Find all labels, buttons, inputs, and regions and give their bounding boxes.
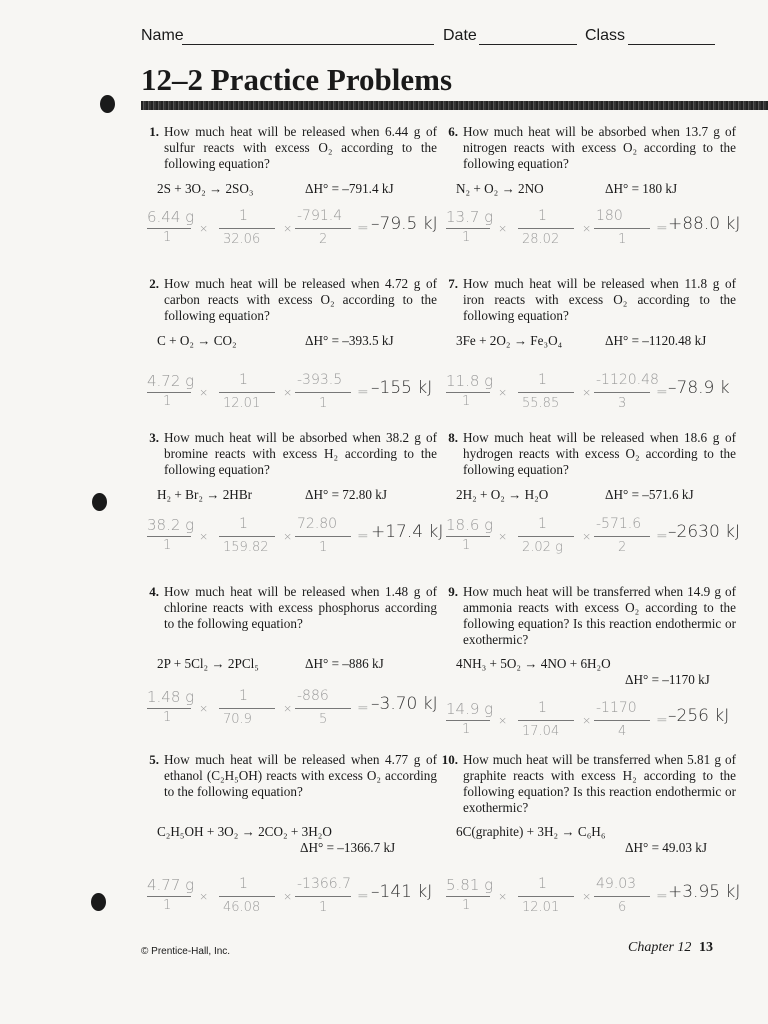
- work-denominator: 4: [618, 724, 627, 739]
- equation: 2P + 5Cl₂ → 2PCl₅: [157, 656, 259, 671]
- work-numerator: 13.7 g: [446, 208, 494, 226]
- multiply-sign: ×: [582, 890, 592, 903]
- fraction-bar: [446, 896, 490, 897]
- work-denominator: 1: [163, 710, 172, 725]
- work-numerator: 1: [239, 516, 248, 532]
- work-numerator: 1: [239, 372, 248, 388]
- work-numerator: 4.72 g: [147, 372, 195, 390]
- fraction-bar: [295, 392, 351, 393]
- multiply-sign: ×: [283, 890, 293, 903]
- enthalpy: ΔH° = –571.6 kJ: [605, 487, 694, 502]
- work-denominator: 6: [618, 900, 627, 915]
- problem-number: 10.: [441, 752, 458, 767]
- class-label: Class: [585, 27, 626, 44]
- work-denominator: 1: [462, 394, 471, 409]
- multiply-sign: ×: [199, 386, 209, 399]
- work-denominator: 1: [462, 722, 471, 737]
- enthalpy: ΔH° = 180 kJ: [605, 181, 678, 196]
- equals-sign: =: [357, 384, 369, 400]
- work-numerator: -571.6: [596, 516, 642, 532]
- problem-text: How much heat will be transferred when 5.81 g of graphite reacts with excess H₂ according to the following equation? Is this reaction endothermic or exothermic?: [463, 752, 736, 815]
- fraction-bar: [594, 720, 650, 721]
- problem-number: 5.: [149, 752, 159, 767]
- multiply-sign: ×: [582, 530, 592, 543]
- equals-sign: =: [656, 888, 668, 904]
- fraction-bar: [446, 392, 490, 393]
- multiply-sign: ×: [283, 702, 293, 715]
- name-label: Name: [141, 27, 184, 44]
- work-numerator: 49.03: [596, 876, 637, 892]
- fraction-bar: [219, 536, 275, 537]
- work-denominator: 55.85: [522, 396, 560, 411]
- multiply-sign: ×: [498, 714, 508, 727]
- work-numerator: -886: [297, 688, 329, 704]
- fraction-bar: [295, 228, 351, 229]
- work-numerator: 4.77 g: [147, 876, 195, 894]
- work-numerator: -1366.7: [297, 876, 352, 892]
- work-denominator: 1: [319, 540, 328, 555]
- multiply-sign: ×: [199, 702, 209, 715]
- equation: 4NH₃ + 5O₂ → 4NO + 6H₂O: [456, 656, 611, 671]
- work-denominator: 1: [163, 394, 172, 409]
- work-denominator: 12.01: [223, 396, 261, 411]
- equals-sign: =: [656, 528, 668, 544]
- problem-text: How much heat will be released when 4.72 g of carbon reacts with excess O₂ according to the following equation?: [164, 276, 437, 323]
- work-denominator: 70.9: [223, 712, 252, 727]
- fraction-bar: [219, 392, 275, 393]
- enthalpy: ΔH° = –886 kJ: [305, 656, 384, 671]
- work-numerator: 1: [239, 876, 248, 892]
- fraction-bar: [219, 708, 275, 709]
- work-numerator: 1: [538, 876, 547, 892]
- work-numerator: 6.44 g: [147, 208, 195, 226]
- work-numerator: 38.2 g: [147, 516, 195, 534]
- problem-number: 1.: [149, 124, 159, 139]
- equals-sign: =: [357, 220, 369, 236]
- enthalpy: ΔH° = –791.4 kJ: [305, 181, 394, 196]
- problem-text: How much heat will be absorbed when 38.2 g of bromine reacts with excess H₂ according to the following equation?: [164, 430, 437, 477]
- problem-number: 9.: [448, 584, 458, 599]
- work-denominator: 1: [462, 538, 471, 553]
- fraction-bar: [518, 896, 574, 897]
- multiply-sign: ×: [498, 386, 508, 399]
- fraction-bar: [295, 536, 351, 537]
- work-denominator: 1: [618, 232, 627, 247]
- answer: –256 kJ: [668, 706, 730, 726]
- work-numerator: 18.6 g: [446, 516, 494, 534]
- multiply-sign: ×: [283, 386, 293, 399]
- problem-number: 4.: [149, 584, 159, 599]
- answer: –3.70 kJ: [371, 694, 438, 714]
- multiply-sign: ×: [199, 890, 209, 903]
- binder-hole: [91, 893, 106, 911]
- work-numerator: 11.8 g: [446, 372, 494, 390]
- multiply-sign: ×: [199, 222, 209, 235]
- work-numerator: 1: [538, 516, 547, 532]
- chapter-label: Chapter 12: [628, 940, 692, 955]
- enthalpy: ΔH° = –1170 kJ: [625, 672, 710, 687]
- work-denominator: 1: [319, 396, 328, 411]
- equals-sign: =: [656, 712, 668, 728]
- fraction-bar: [147, 708, 191, 709]
- class-field[interactable]: [628, 44, 715, 45]
- fraction-bar: [518, 720, 574, 721]
- work-numerator: -791.4: [297, 208, 343, 224]
- fraction-bar: [147, 536, 191, 537]
- fraction-bar: [147, 896, 191, 897]
- work-denominator: 1: [163, 230, 172, 245]
- work-numerator: -1170: [596, 700, 637, 716]
- answer: +17.4 kJ: [371, 522, 444, 542]
- work-denominator: 3: [618, 396, 627, 411]
- problem-text: How much heat will be released when 1.48 g of chlorine reacts with excess phosphorus according to the following equation?: [164, 584, 437, 631]
- work-numerator: -1120.48: [596, 372, 659, 388]
- multiply-sign: ×: [498, 222, 508, 235]
- fraction-bar: [295, 896, 351, 897]
- problem-number: 6.: [448, 124, 458, 139]
- work-denominator: 2: [618, 540, 627, 555]
- fraction-bar: [219, 896, 275, 897]
- equals-sign: =: [357, 888, 369, 904]
- work-denominator: 28.02: [522, 232, 560, 247]
- enthalpy: ΔH° = 49.03 kJ: [625, 840, 708, 855]
- equals-sign: =: [656, 384, 668, 400]
- work-numerator: 180: [596, 208, 623, 224]
- fraction-bar: [295, 708, 351, 709]
- answer: +3.95 kJ: [668, 882, 741, 902]
- page-title: 12–2 Practice Problems: [141, 62, 453, 97]
- problem-text: How much heat will be released when 4.77 g of ethanol (C₂H₅OH) reacts with excess O₂ according to the following equation?: [164, 752, 437, 799]
- problem-text: How much heat will be transferred when 14.9 g of ammonia reacts with excess O₂ according to the following equation? Is this reaction endothermic or exothermic?: [463, 584, 736, 647]
- copyright: © Prentice-Hall, Inc.: [141, 946, 231, 957]
- fraction-bar: [594, 536, 650, 537]
- work-denominator: 46.08: [223, 900, 261, 915]
- answer: +88.0 kJ: [668, 214, 741, 234]
- fraction-bar: [594, 228, 650, 229]
- problem-text: How much heat will be released when 18.6 g of hydrogen reacts with excess O₂ according to the following equation?: [463, 430, 736, 477]
- fraction-bar: [147, 228, 191, 229]
- date-label: Date: [443, 27, 477, 44]
- multiply-sign: ×: [498, 530, 508, 543]
- equation: 2S + 3O₂ → 2SO₃: [157, 181, 254, 196]
- name-field[interactable]: [182, 44, 434, 45]
- work-denominator: 5: [319, 712, 328, 727]
- work-denominator: 1: [163, 898, 172, 913]
- fraction-bar: [446, 536, 490, 537]
- equals-sign: =: [656, 220, 668, 236]
- equation: N₂ + O₂ → 2NO: [456, 181, 544, 196]
- equation: 6C(graphite) + 3H₂ → C₆H₆: [456, 824, 606, 839]
- work-numerator: -393.5: [297, 372, 343, 388]
- work-denominator: 1: [462, 230, 471, 245]
- fraction-bar: [219, 228, 275, 229]
- multiply-sign: ×: [283, 222, 293, 235]
- binder-hole: [92, 493, 107, 511]
- fraction-bar: [518, 228, 574, 229]
- enthalpy: ΔH° = –393.5 kJ: [305, 333, 394, 348]
- work-numerator: 1: [239, 688, 248, 704]
- multiply-sign: ×: [283, 530, 293, 543]
- answer: –141 kJ: [371, 882, 433, 902]
- problem-text: How much heat will be released when 6.44 g of sulfur reacts with excess O₂ according to the following equation?: [164, 124, 437, 171]
- multiply-sign: ×: [498, 890, 508, 903]
- problem-text: How much heat will be released when 11.8 g of iron reacts with excess O₂ according to the following equation?: [463, 276, 736, 323]
- multiply-sign: ×: [582, 222, 592, 235]
- answer: –79.5 kJ: [371, 214, 438, 234]
- work-numerator: 1.48 g: [147, 688, 195, 706]
- date-field[interactable]: [479, 44, 577, 45]
- problem-number: 8.: [448, 430, 458, 445]
- work-numerator: 1: [538, 372, 547, 388]
- answer: –78.9 k: [668, 378, 730, 398]
- work-numerator: 1: [538, 208, 547, 224]
- fraction-bar: [594, 896, 650, 897]
- equation: C₂H₅OH + 3O₂ → 2CO₂ + 3H₂O: [157, 824, 332, 839]
- work-denominator: 159.82: [223, 540, 269, 555]
- problem-number: 7.: [448, 276, 458, 291]
- work-numerator: 5.81 g: [446, 876, 494, 894]
- equals-sign: =: [357, 528, 369, 544]
- fraction-bar: [446, 720, 490, 721]
- problem-number: 2.: [149, 276, 159, 291]
- multiply-sign: ×: [582, 714, 592, 727]
- title-rule: [141, 101, 768, 110]
- work-denominator: 1: [319, 900, 328, 915]
- multiply-sign: ×: [582, 386, 592, 399]
- fraction-bar: [147, 392, 191, 393]
- equation: H₂ + Br₂ → 2HBr: [157, 487, 253, 502]
- fraction-bar: [594, 392, 650, 393]
- work-numerator: 72.80: [297, 516, 338, 532]
- enthalpy: ΔH° = 72.80 kJ: [305, 487, 388, 502]
- fraction-bar: [518, 392, 574, 393]
- work-denominator: 1: [163, 538, 172, 553]
- equation: 2H₂ + O₂ → H₂O: [456, 487, 549, 502]
- binder-hole: [100, 95, 115, 113]
- work-denominator: 12.01: [522, 900, 560, 915]
- page-number: 13: [699, 940, 713, 955]
- fraction-bar: [518, 536, 574, 537]
- work-denominator: 32.06: [223, 232, 261, 247]
- work-denominator: 2: [319, 232, 328, 247]
- work-denominator: 2.02 g: [522, 540, 563, 555]
- equation: C + O₂ → CO₂: [157, 333, 237, 348]
- work-numerator: 1: [538, 700, 547, 716]
- answer: –155 kJ: [371, 378, 433, 398]
- work-denominator: 1: [462, 898, 471, 913]
- equals-sign: =: [357, 700, 369, 716]
- answer: –2630 kJ: [668, 522, 741, 542]
- work-numerator: 1: [239, 208, 248, 224]
- enthalpy: ΔH° = –1366.7 kJ: [300, 840, 396, 855]
- problem-text: How much heat will be absorbed when 13.7 g of nitrogen reacts with excess O₂ according to the following equation?: [463, 124, 736, 171]
- equation: 3Fe + 2O₂ → Fe₃O₄: [456, 333, 563, 348]
- work-numerator: 14.9 g: [446, 700, 494, 718]
- fraction-bar: [446, 228, 490, 229]
- problem-number: 3.: [149, 430, 159, 445]
- work-denominator: 17.04: [522, 724, 560, 739]
- multiply-sign: ×: [199, 530, 209, 543]
- enthalpy: ΔH° = –1120.48 kJ: [605, 333, 707, 348]
